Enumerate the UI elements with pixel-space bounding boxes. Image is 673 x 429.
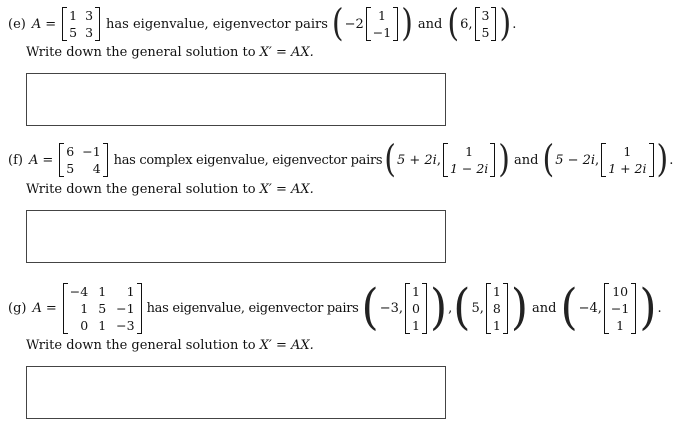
matrix-entry: 5 <box>69 25 78 40</box>
vector-entry: 1 − 2i <box>449 161 489 176</box>
matrix-entry: −3 <box>116 317 135 333</box>
eigenvalue: −4 <box>578 300 598 316</box>
eigenvector <box>443 143 495 177</box>
problem-g-prompt: Write down the general solution to X′ = AX. <box>26 338 314 353</box>
matrix-A <box>59 143 107 177</box>
and-text: and <box>514 152 539 168</box>
eigenvalue: 5 + 2i <box>396 152 437 168</box>
matrix-entry: −4 <box>69 283 89 299</box>
matrix-entry: −1 <box>116 300 135 316</box>
matrix-entry: 3 <box>85 8 94 23</box>
problem-text: has eigenvalue, eigenvector pairs <box>106 16 328 32</box>
vector-entry: 10 <box>612 283 629 299</box>
eigenvector <box>601 143 653 177</box>
ode-equation: X′ = AX. <box>259 45 314 60</box>
eigenvalue: 5 <box>471 300 480 316</box>
problem-e-statement: (e) A = 1 3 5 3 has eigenvalue, eigenvector pairs ( −2 1 −1 ) and ( 6 , 3 5 ) . <box>8 1 517 46</box>
eigenvalue: 5 − 2i <box>555 152 596 168</box>
period: . <box>669 152 673 168</box>
problem-label: (g) <box>8 300 27 316</box>
eigenvector <box>486 283 508 334</box>
matrix-entry: 1 <box>69 8 78 23</box>
eigenvalue: −3 <box>379 300 399 316</box>
ode-equation: X′ = AX. <box>259 338 314 353</box>
eigenvalue: 6 <box>460 16 469 32</box>
matrix-entry: 1 <box>98 317 107 333</box>
matrix-entry: 4 <box>92 161 101 176</box>
equals-sign: = <box>45 16 57 32</box>
vector-entry: 1 <box>492 317 501 333</box>
and-text: and <box>531 300 557 316</box>
matrix-variable: A <box>31 16 42 32</box>
matrix-entry: 1 <box>126 283 135 299</box>
problem-g-statement: (g) A = −4 1 1 1 5 −1 0 1 −3 has eigenvalue, eigenvector pairs ( −3 , 1 0 1 ) , ( 5 , 1 8 1 ) and ( −4 , 10 −1 1 ) . <box>8 279 662 336</box>
problem-f-statement: (f) A = 6 −1 5 4 has complex eigenvalue, eigenvector pairs ( 5 + 2i , 1 1 − 2i ) and ( 5 − 2i , 1 1 + 2i ) . <box>8 137 673 182</box>
vector-entry: 1 <box>492 283 501 299</box>
matrix-entry: 1 <box>98 283 107 299</box>
vector-entry: 1 <box>378 8 386 23</box>
matrix-entry: 0 <box>80 317 89 333</box>
vector-entry: 3 <box>481 8 490 23</box>
period: . <box>657 300 662 316</box>
matrix-variable: A <box>28 152 39 168</box>
eigenvector <box>475 7 497 41</box>
answer-box-g[interactable] <box>26 366 446 419</box>
problem-text: has eigenvalue, eigenvector pairs <box>146 300 359 316</box>
matrix-entry: 5 <box>66 161 75 176</box>
vector-entry: −1 <box>610 300 630 316</box>
matrix-entry: 1 <box>80 300 89 316</box>
vector-entry: −1 <box>372 25 392 40</box>
matrix-A <box>62 7 100 41</box>
problem-text: has complex eigenvalue, eigenvector pairs <box>113 152 383 168</box>
eigenvector <box>405 283 427 334</box>
matrix-entry: 3 <box>85 25 94 40</box>
matrix-entry: −1 <box>82 144 101 159</box>
vector-entry: 1 <box>465 144 474 159</box>
problem-e-prompt: Write down the general solution to X′ = AX. <box>26 45 314 60</box>
answer-box-e[interactable] <box>26 73 446 126</box>
eigenvector <box>604 283 636 334</box>
vector-entry: 1 <box>412 317 420 333</box>
answer-box-f[interactable] <box>26 210 446 263</box>
period: . <box>512 16 517 32</box>
vector-entry: 8 <box>492 300 501 316</box>
matrix-variable: A <box>32 300 42 316</box>
eigenvalue: −2 <box>344 16 364 32</box>
vector-entry: 1 + 2i <box>608 161 647 176</box>
ode-equation: X′ = AX. <box>259 182 314 197</box>
vector-entry: 0 <box>412 300 420 316</box>
matrix-entry: 5 <box>98 300 107 316</box>
problem-f-prompt: Write down the general solution to X′ = AX. <box>26 182 314 197</box>
vector-entry: 1 <box>623 144 632 159</box>
vector-entry: 1 <box>412 283 420 299</box>
problem-label: (f) <box>8 152 23 168</box>
and-text: and <box>417 16 443 32</box>
matrix-A <box>63 283 142 334</box>
problem-label: (e) <box>8 16 26 32</box>
eigenvector <box>366 7 398 41</box>
vector-entry: 1 <box>616 317 625 333</box>
matrix-entry: 6 <box>66 144 75 159</box>
equals-sign: = <box>45 300 57 316</box>
equals-sign: = <box>42 152 54 168</box>
vector-entry: 5 <box>481 25 490 40</box>
